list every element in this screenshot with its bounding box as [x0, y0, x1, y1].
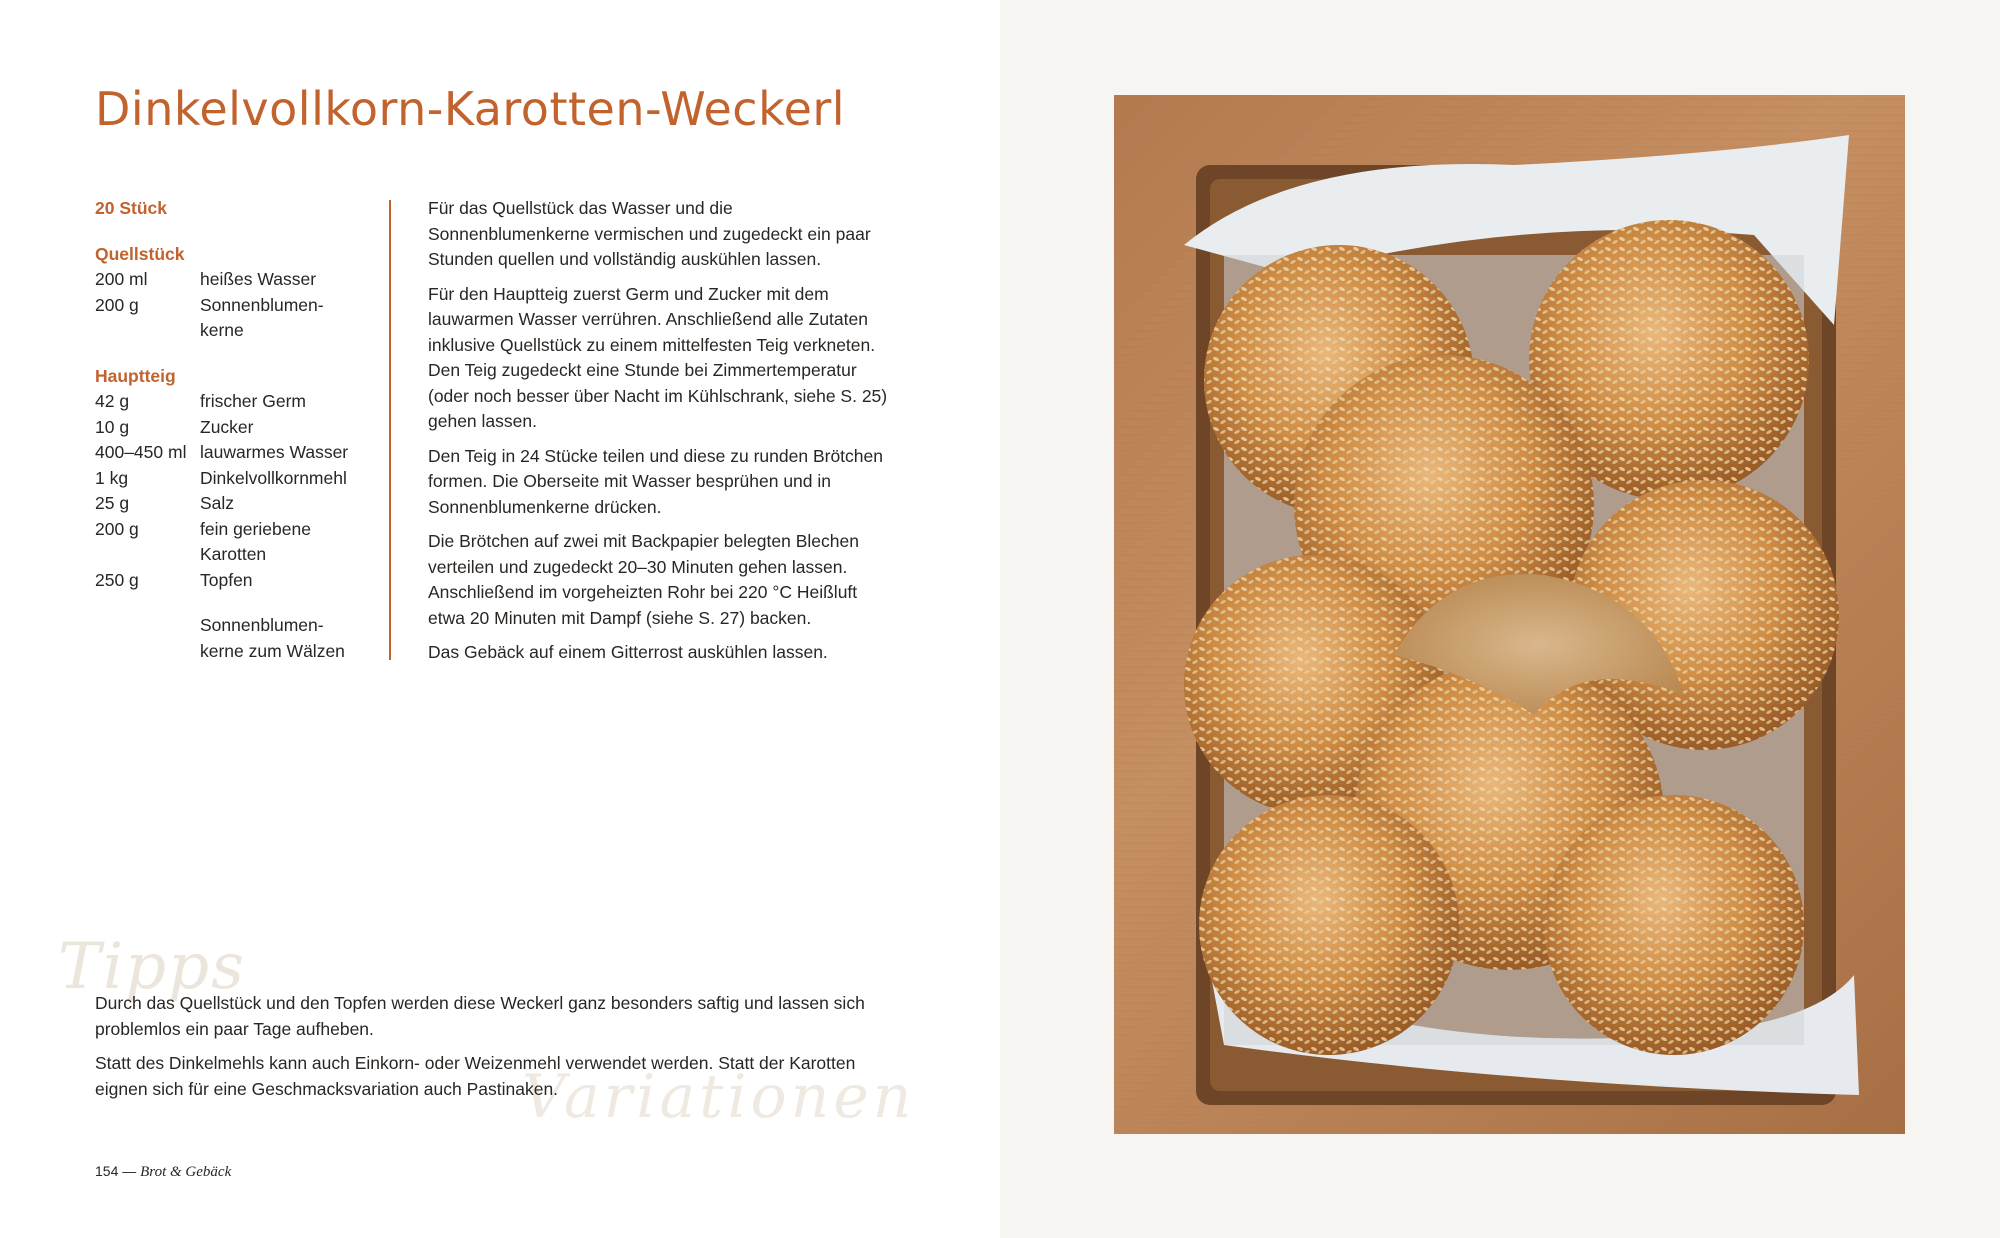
bread-basket-illustration — [1114, 95, 1905, 1134]
tips-block — [95, 991, 875, 1111]
recipe-yield: 20 Stück — [95, 198, 167, 218]
instruction-step: Den Teig in 24 Stücke teilen und diese zu runden Brötchen formen. Die Oberseite mit Wasser besprühen und in Sonnenblumenkerne drücken. — [428, 445, 883, 517]
ingredient-name: Salz — [200, 493, 235, 513]
ingredient-name: heißes Wasser — [200, 269, 317, 289]
ingredient-quantity: 250 g — [95, 569, 139, 590]
ingredient-name: Dinkelvollkornmehl — [200, 467, 347, 488]
ingredient-quantity: 400–450 ml — [95, 442, 187, 462]
ingredient-extra: Sonnenblumen- kerne zum Wälzen — [200, 615, 345, 661]
ingredient-name: frischer Germ — [200, 391, 306, 411]
ingredient-row — [95, 568, 395, 594]
ingredient-extra-row — [95, 613, 395, 664]
ingredient-row — [95, 466, 395, 492]
instruction-step: Für den Hauptteig zuerst Germ und Zucker mit dem lauwarmen Wasser verrühren. Anschließend alle Zutaten inklusive Quellstück zu einem mittelfesten Teig verkneten. Den Teig zugedeckt eine Stunde bei Zimmertemperatur (oder noch besser über Nacht im Kühlschrank, siehe S. 25) gehen lassen. — [428, 283, 888, 431]
section-name: Brot & Gebäck — [140, 1164, 232, 1180]
ingredient-row — [95, 491, 395, 517]
right-page — [1000, 0, 2000, 1238]
ingredient-row — [95, 267, 395, 293]
instruction-step: Das Gebäck auf einem Gitterrost auskühlen lassen. — [428, 642, 828, 662]
ingredient-group-heading: Quellstück — [95, 243, 185, 264]
ingredient-quantity: 200 g — [95, 518, 139, 539]
ingredient-quantity: 200 ml — [95, 269, 148, 289]
ingredient-row — [95, 517, 395, 568]
footer-separator: — — [118, 1163, 141, 1179]
ingredient-name: Topfen — [200, 569, 253, 590]
ingredient-row — [95, 415, 395, 441]
ingredient-group-hauptteig — [95, 364, 395, 594]
instruction-step: Die Brötchen auf zwei mit Backpapier belegten Blechen verteilen und zugedeckt 20–30 Minuten gehen lassen. Anschließend im vorgeheizten Rohr bei 220 °C Heißluft etwa 20 Minuten mit Dampf (siehe S. 27) backen. — [428, 531, 859, 628]
ingredient-quantity: 42 g — [95, 391, 130, 411]
tips-text: Durch das Quellstück und den Topfen werden diese Weckerl ganz besonders saftig und lassen sich problemlos ein paar Tage aufheben. — [95, 993, 865, 1039]
ingredient-row — [95, 293, 395, 344]
ingredient-group-quellstueck — [95, 242, 395, 344]
ingredient-row — [95, 440, 395, 466]
variations-script-label: Variationen — [522, 1062, 916, 1132]
ingredient-quantity: 25 g — [95, 493, 130, 513]
ingredient-name: fein geriebene Karotten — [200, 518, 311, 564]
ingredient-name: Zucker — [200, 416, 254, 437]
instructions — [428, 196, 898, 675]
ingredient-quantity: 200 g — [95, 294, 139, 315]
column-divider — [389, 200, 391, 660]
bread-rolls-photo — [1114, 95, 1905, 1134]
ingredient-row — [95, 389, 395, 415]
page-number: 154 — [95, 1163, 119, 1179]
ingredient-quantity: 10 g — [95, 416, 130, 437]
ingredients-column — [95, 196, 395, 664]
recipe-title: Dinkelvollkorn-Karotten-Weckerl — [95, 82, 846, 136]
instruction-step: Für das Quellstück das Wasser und die Sonnenblumenkerne vermischen und zugedeckt ein paar Stunden quellen und vollständig auskühlen lassen. — [428, 198, 871, 269]
ingredient-group-heading: Hauptteig — [95, 365, 176, 386]
ingredient-name: Sonnenblumen- kerne — [200, 294, 324, 340]
tips-script-label: Tipps — [58, 930, 246, 1004]
variations-text: Statt des Dinkelmehls kann auch Einkorn- oder Weizenmehl verwendet werden. Statt der Karotten eignen sich für eine Geschmacksvariation auch Pastinaken. — [95, 1053, 856, 1099]
page-footer — [95, 1163, 231, 1181]
ingredient-name: lauwarmes Wasser — [200, 442, 349, 462]
ingredient-quantity: 1 kg — [95, 467, 129, 488]
